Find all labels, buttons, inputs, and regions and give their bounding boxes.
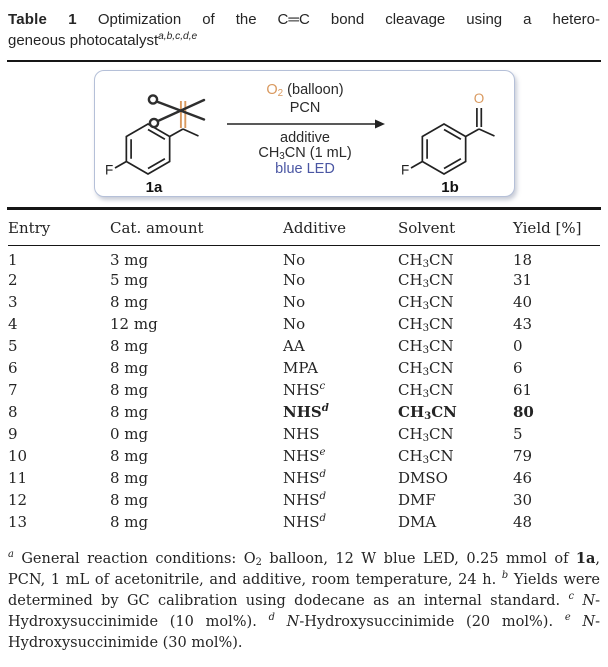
cell-additive: MPA <box>283 358 318 377</box>
cell-cat_amount: 8 mg <box>110 402 149 421</box>
product-structure <box>398 73 510 198</box>
footnote-a: $^a$ General reaction conditions: $O_2$ balloon, 12 W blue LED, 0.25 mmol of 1a, PCN, 1 mL of acetonitrile, and additive, room temperature, 24 h. <box>8 548 601 588</box>
cell-solvent: $CH_3CN$ <box>398 314 454 334</box>
cell-entry: 10 <box>8 446 28 465</box>
cell-entry: 6 <box>8 358 18 377</box>
balloon-text: (balloon) <box>283 82 344 98</box>
cell-yield: 46 <box>513 468 533 487</box>
cell-additive: NHS$^c$ <box>283 380 326 399</box>
table-row <box>8 489 600 511</box>
cell-entry: 2 <box>8 270 18 289</box>
footnote-c: $^c$ N-Hydroxysuccinimide (10 mol%). <box>8 590 600 630</box>
results-table <box>8 210 600 533</box>
light-line: blue LED <box>275 161 335 177</box>
table-row <box>8 335 600 357</box>
col-header-solvent: Solvent <box>398 210 513 246</box>
table-row <box>8 423 600 445</box>
catalyst-line: PCN <box>289 100 321 116</box>
cell-solvent: $CH_3CN$ <box>398 292 454 312</box>
table-caption <box>0 0 608 51</box>
cell-solvent: $CH_3CN$ <box>398 336 454 356</box>
cell-additive: No <box>283 292 306 311</box>
reaction-scheme <box>94 70 515 197</box>
cell-solvent: DMF <box>398 490 436 509</box>
cell-additive: NHS$^d$ <box>283 468 327 487</box>
cell-entry: 7 <box>8 380 18 399</box>
cell-entry: 9 <box>8 424 18 443</box>
col-header-additive: Additive <box>283 210 398 246</box>
solvent-line: $CH_3CN$ (1 mL) <box>258 145 352 162</box>
cell-entry: 1 <box>8 250 18 269</box>
table-row <box>8 379 600 401</box>
caption-text-1: Optimization of the C═C bond cleavage using a hetero- <box>97 11 601 28</box>
cell-cat_amount: 8 mg <box>110 446 149 465</box>
cell-additive: No <box>283 270 306 289</box>
cell-yield: 30 <box>513 490 533 509</box>
cell-entry: 8 <box>8 402 18 421</box>
c-f-bond <box>411 162 422 169</box>
header-row <box>8 210 600 246</box>
cell-yield: 31 <box>513 270 533 289</box>
cell-cat_amount: 12 mg <box>110 314 158 333</box>
oxidant-line <box>220 82 390 98</box>
footnote-e: $^e$ N-Hydroxysuccinimide (30 mol%). <box>8 611 601 651</box>
fluorine-label: F <box>401 162 410 178</box>
cell-solvent: $CH_3CN$ <box>398 250 454 270</box>
footnotes <box>8 548 600 654</box>
cell-entry: 5 <box>8 336 18 355</box>
cell-solvent: $CH_3CN$ <box>398 446 454 466</box>
scissors-icon <box>149 95 204 127</box>
table-row <box>8 511 600 533</box>
benzene-ring <box>422 124 465 174</box>
cell-additive: AA <box>283 336 305 355</box>
cell-cat_amount: 3 mg <box>110 250 149 269</box>
cell-cat_amount: 8 mg <box>110 380 149 399</box>
cell-cat_amount: 8 mg <box>110 358 149 377</box>
methyl-bond <box>479 129 495 136</box>
caption-text-2: geneous photocatalyst$^{a,b,c,d,e}$ <box>8 31 198 49</box>
caption-line-1 <box>8 9 600 30</box>
cell-additive: NHS$^e$ <box>283 446 326 465</box>
cell-solvent: $CH_3CN$ <box>398 270 454 290</box>
table-row <box>8 357 600 379</box>
cell-additive: NHS$^d$ <box>283 490 327 509</box>
cell-yield: 40 <box>513 292 533 311</box>
benzene-ring <box>126 124 169 174</box>
table-row <box>8 401 600 423</box>
cell-yield: 80 <box>513 402 534 421</box>
cell-additive: No <box>283 314 306 333</box>
reactant-label: 1a <box>145 179 163 196</box>
cell-solvent: $CH_3CN$ <box>398 380 454 400</box>
cell-yield: 79 <box>513 446 533 465</box>
cell-cat_amount: 8 mg <box>110 490 149 509</box>
methyl-bond <box>183 129 199 136</box>
cell-entry: 11 <box>8 468 28 487</box>
results-table-body <box>8 245 600 533</box>
reaction-conditions <box>220 71 390 196</box>
cell-entry: 12 <box>8 490 28 509</box>
cell-additive: NHS <box>283 424 320 443</box>
cell-yield: 5 <box>513 424 523 443</box>
cell-cat_amount: 8 mg <box>110 336 149 355</box>
cell-yield: 61 <box>513 380 533 399</box>
ring-substituent-bond <box>466 129 479 137</box>
cell-cat_amount: 5 mg <box>110 270 149 289</box>
cell-yield: 6 <box>513 358 523 377</box>
cell-entry: 13 <box>8 512 28 531</box>
cell-entry: 3 <box>8 292 18 311</box>
oxygen-text: $O_2$ <box>266 82 284 99</box>
footnote-b: $^b$ Yields were determined by GC calibration using dodecane as an internal standard. <box>8 569 601 609</box>
c-f-bond <box>115 162 126 169</box>
carbonyl-oxygen-label: O <box>473 91 485 106</box>
cell-solvent: $CH_3CN$ <box>398 402 457 422</box>
caption-line-2 <box>8 30 600 51</box>
col-header-cat-amount: Cat. amount <box>110 210 283 246</box>
cell-cat_amount: 0 mg <box>110 424 149 443</box>
table-row <box>8 445 600 467</box>
table-row <box>8 269 600 291</box>
cell-cat_amount: 8 mg <box>110 512 149 531</box>
fluorine-label: F <box>105 162 114 178</box>
cell-solvent: DMA <box>398 512 437 531</box>
col-header-entry: Entry <box>8 210 110 246</box>
cell-yield: 43 <box>513 314 533 333</box>
table-row <box>8 291 600 313</box>
cell-additive: NHS$^d$ <box>283 401 329 421</box>
col-header-yield: Yield [%] <box>513 210 600 246</box>
ring-double-bond <box>444 159 461 169</box>
cell-yield: 0 <box>513 336 523 355</box>
ring-substituent-bond <box>170 129 183 137</box>
ring-double-bond <box>148 159 165 169</box>
cell-yield: 18 <box>513 250 533 269</box>
cell-yield: 48 <box>513 512 533 531</box>
product-label: 1b <box>441 179 459 196</box>
table-number: Table 1 <box>8 11 77 28</box>
top-rule <box>7 60 601 62</box>
cell-entry: 4 <box>8 314 18 333</box>
ring-double-bond <box>444 130 461 140</box>
cell-cat_amount: 8 mg <box>110 468 149 487</box>
table-row <box>8 467 600 489</box>
footnote-d: $^d$ N-Hydroxysuccinimide (20 mol%). <box>268 611 565 630</box>
table-row <box>8 313 600 335</box>
cell-additive: NHS$^d$ <box>283 512 327 531</box>
table-row <box>8 245 600 269</box>
reactant-structure <box>102 73 214 198</box>
additive-line: additive <box>280 130 330 146</box>
ring-double-bond <box>148 130 165 140</box>
cell-cat_amount: 8 mg <box>110 292 149 311</box>
cell-solvent: $CH_3CN$ <box>398 358 454 378</box>
cell-solvent: DMSO <box>398 468 448 487</box>
cell-solvent: $CH_3CN$ <box>398 424 454 444</box>
cell-additive: No <box>283 250 306 269</box>
